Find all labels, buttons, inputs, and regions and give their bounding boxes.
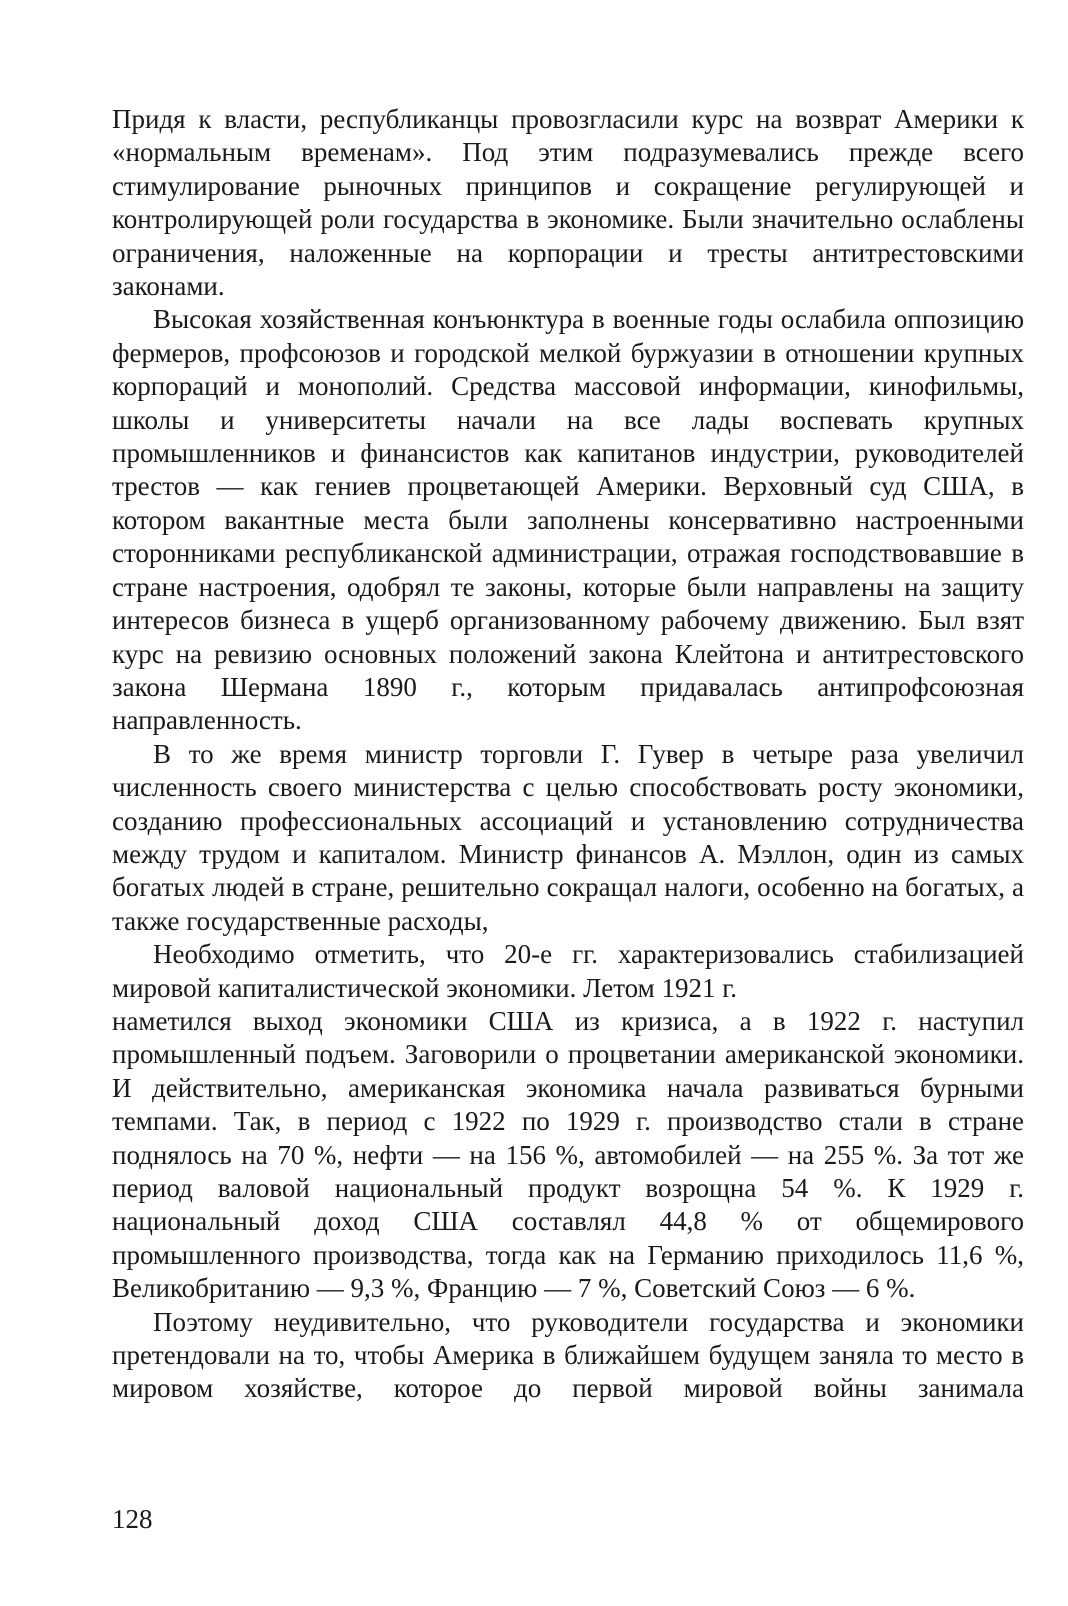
body-text	[112, 103, 1024, 1406]
paragraph-5: наметился выход экономики США из кризиса, а в 1922 г. наступил промышленный подъем. Заговорили о процветании американской экономики. И действительно, американская экономика начала развиваться бурными темпами. Так, в период с 1922 по 1929 г. производство стали в стране поднялось на 70 %, нефти — на 156 %, автомобилей — на 255 %. За тот же период валовой национальный продукт возрощна 54 %. К 1929 г. национальный доход США составлял 44,8 % от общемирового промышленного производства, тогда как на Германию приходилось 11,6 %, Великобританию — 9,3 %, Францию — 7 %, Советский Союз — 6 %.	[112, 1005, 1024, 1304]
paragraph-4: Необходимо отметить, что 20-е гг. характеризовались стабилизацией мировой капиталистической экономики. Летом 1921 г.	[112, 939, 1024, 1003]
paragraph-2: Высокая хозяйственная конъюнктура в военные годы ослабила оппозицию фермеров, профсоюзов и городской мелкой буржуазии в отношении крупных корпораций и монополий. Средства массовой информации, кинофильмы, школы и университеты начали на все лады воспевать крупных промышленников и финансистов как капитанов индустрии, руководителей трестов — как гениев процветающей Америки. Верховный суд США, в котором вакантные места были заполнены консервативно настроенными сторонниками республиканской администрации, отражая господствовавшие в стране настроения, одобрял те законы, которые были направлены на защиту интересов бизнеса в ущерб организованному рабочему движению. Был взят курс на ревизию основных положений закона Клейтона и антитрестовского закона Шермана 1890 г., которым придавалась антипрофсоюзная направленность.	[112, 304, 1024, 736]
page-number: 128	[112, 1504, 153, 1534]
paragraph-3: В то же время министр торговли Г. Гувер в четыре раза увеличил численность своего министерства с целью способствовать росту экономики, созданию профессиональных ассоциаций и установлению сотрудничества между трудом и капиталом. Министр финансов А. Мэллон, один из самых богатых людей в стране, решительно сокращал налоги, особенно на богатых, а также государственные расходы,	[112, 738, 1024, 936]
paragraph-6: Поэтому неудивительно, что руководители государства и экономики претендовали на то, чтобы Америка в ближайшем будущем заняла то место в мировом хозяйстве, которое до первой мировой войны занимала	[112, 1306, 1024, 1404]
paragraph-1: Придя к власти, республиканцы провозгласили курс на возврат Америки к «нормальным временам». Под этим подразумевались прежде всего стимулирование рыночных принципов и сокращение регулирующей и контролирующей роли государства в экономике. Были значительно ослаблены ограничения, наложенные на корпорации и тресты антитрестовскими законами.	[112, 104, 1024, 302]
